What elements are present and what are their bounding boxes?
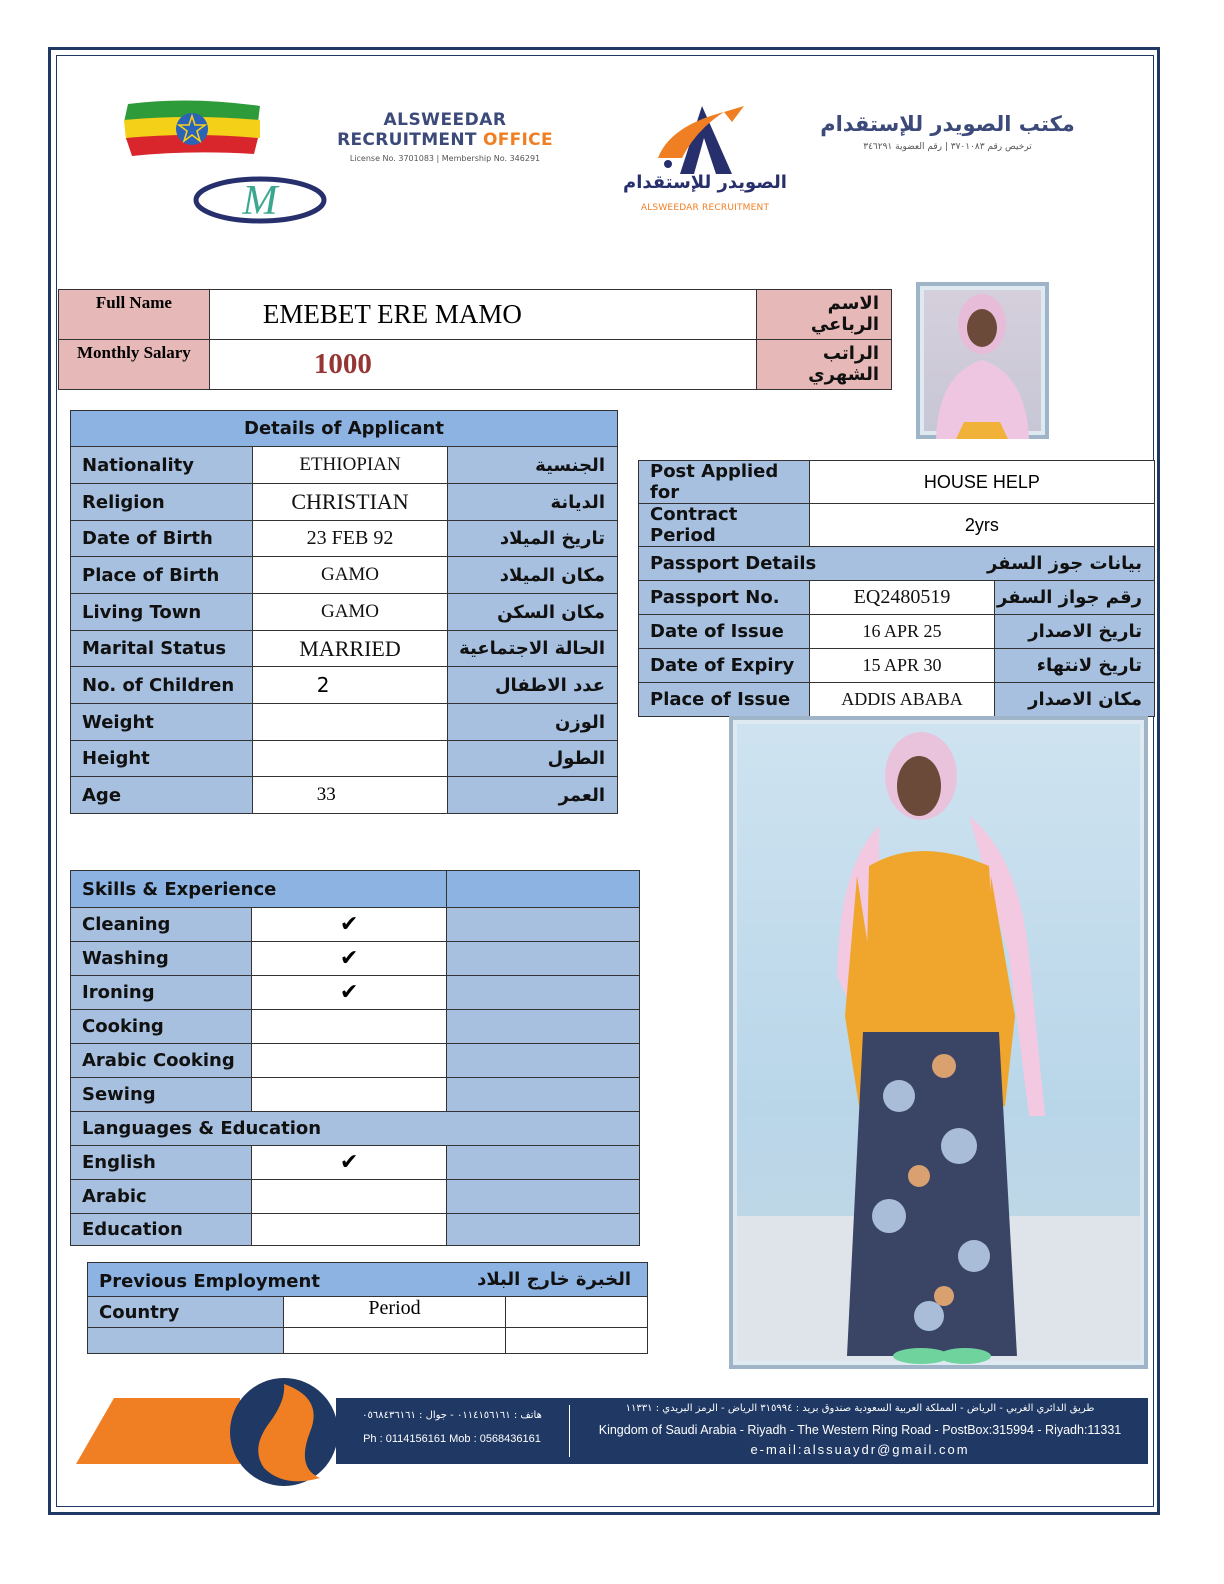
- language-check-icon: [251, 1214, 447, 1246]
- office-name-recruitment: RECRUITMENT: [337, 130, 483, 150]
- details-ar-label: مكان السكن: [448, 594, 618, 631]
- details-label: Age: [71, 777, 253, 814]
- languages-title: Languages & Education: [71, 1112, 640, 1146]
- skill-label: Sewing: [71, 1078, 252, 1112]
- employment-blank-cell: [506, 1297, 648, 1328]
- office-name-ar: [820, 112, 1075, 152]
- skill-blank-cell: [447, 976, 640, 1010]
- details-label: Weight: [71, 704, 253, 741]
- passport-label: Place of Issue: [639, 683, 810, 717]
- passport-ar-label: مكان الاصدار: [995, 683, 1155, 717]
- details-ar-label: الطول: [448, 741, 618, 777]
- skills-title-spacer: [447, 871, 640, 908]
- footer-bar: [336, 1398, 1148, 1464]
- passport-value: ADDIS ABABA: [809, 683, 995, 717]
- skill-blank-cell: [447, 908, 640, 942]
- details-ar-label: تاريخ الميلاد: [448, 521, 618, 557]
- details-ar-label: مكان الميلاد: [448, 557, 618, 594]
- employment-table: [87, 1262, 648, 1354]
- skill-label: Cooking: [71, 1010, 252, 1044]
- employment-ar-title: الخبرة خارج البلاد: [477, 1269, 631, 1290]
- details-value: CHRISTIAN: [252, 484, 448, 521]
- post-applied-value: HOUSE HELP: [809, 461, 1154, 504]
- details-value: 33: [252, 777, 448, 814]
- details-value: GAMO: [252, 594, 448, 631]
- language-label: Education: [71, 1214, 252, 1246]
- passport-details-ar-title: بيانات جوز السفر: [986, 553, 1142, 574]
- name-salary-table: [58, 289, 892, 390]
- skill-label: Washing: [71, 942, 252, 976]
- salary-label: Monthly Salary: [59, 340, 210, 390]
- salary-value: 1000: [209, 340, 756, 390]
- passport-value: 16 APR 25: [809, 615, 995, 649]
- details-ar-label: الوزن: [448, 704, 618, 741]
- details-value: GAMO: [252, 557, 448, 594]
- footer-address-en: Kingdom of Saudi Arabia - Riyadh - The Western Ring Road - PostBox:315994 - Riyadh:11331: [598, 1423, 1122, 1437]
- passport-ar-label: تاريخ لانتهاء: [995, 649, 1155, 683]
- country-label: Country: [88, 1297, 284, 1328]
- m-logo: [190, 170, 330, 228]
- ethiopia-flag-logo: [120, 96, 265, 162]
- m-logo-letter: M: [242, 178, 278, 224]
- footer-phone-ar: هاتف : ٠١١٤١٥٦١٦١ - جوال : ٠٥٦٨٤٣٦١٦١: [362, 1410, 542, 1421]
- logo-en-text: ALSWEEDAR RECRUITMENT: [640, 203, 770, 213]
- footer-address-ar: طريق الدائري الغربي - الرياض - المملكة العربية السعودية صندوق بريد : ٣١٥٩٩٤ الرياض - الرمز البريدي : ١١٣٣١: [625, 1403, 1095, 1414]
- details-value: 2: [252, 667, 448, 704]
- employment-blank-cell: [283, 1328, 506, 1354]
- details-value: 23 FEB 92: [252, 521, 448, 557]
- post-passport-table: [638, 460, 1155, 717]
- skill-check-icon: [251, 1010, 447, 1044]
- contract-period-value: 2yrs: [809, 504, 1154, 547]
- details-label: Marital Status: [71, 631, 253, 667]
- skill-blank-cell: [447, 1010, 640, 1044]
- employment-title: Previous Employment: [99, 1271, 320, 1292]
- details-value: MARRIED: [252, 631, 448, 667]
- details-ar-label: العمر: [448, 777, 618, 814]
- language-blank-cell: [447, 1146, 640, 1180]
- license-ar-text: ترخيص رقم ٣٧٠١٠٨٣ | رقم العضوية ٣٤٦٢٩١: [863, 142, 1032, 152]
- skill-check-icon: ✔: [251, 942, 447, 976]
- skills-table: [70, 870, 640, 1246]
- office-name-ar-title: مكتب الصويدر للإستقدام: [820, 112, 1075, 136]
- details-value: [252, 741, 448, 777]
- skill-check-icon: [251, 1078, 447, 1112]
- footer-email: e-mail:alssuaydr@gmail.com: [750, 1442, 970, 1457]
- full-name-ar-label: الاسم الرباعي: [757, 290, 892, 340]
- skill-check-icon: [251, 1044, 447, 1078]
- full-name-value: EMEBET ERE MAMO: [209, 290, 756, 340]
- skill-check-icon: ✔: [251, 976, 447, 1010]
- details-label: Religion: [71, 484, 253, 521]
- details-label: Height: [71, 741, 253, 777]
- passport-label: Passport No.: [639, 581, 810, 615]
- details-ar-label: الحالة الاجتماعية: [448, 631, 618, 667]
- employment-header: [88, 1263, 648, 1297]
- passport-ar-label: رقم جواز السفر: [995, 581, 1155, 615]
- passport-value: EQ2480519: [809, 581, 995, 615]
- details-ar-label: عدد الاطفال: [448, 667, 618, 704]
- skill-blank-cell: [447, 1078, 640, 1112]
- passport-ar-label: تاريخ الاصدار: [995, 615, 1155, 649]
- applicant-full-photo: [729, 716, 1148, 1369]
- skill-blank-cell: [447, 942, 640, 976]
- details-label: Date of Birth: [71, 521, 253, 557]
- language-check-icon: [251, 1180, 447, 1214]
- a-logo-icon: [640, 98, 770, 178]
- skill-check-icon: ✔: [251, 908, 447, 942]
- details-label: No. of Children: [71, 667, 253, 704]
- logo-ar-text: الصويدر للإستقدام: [623, 172, 787, 193]
- language-check-icon: ✔: [251, 1146, 447, 1180]
- skill-blank-cell: [447, 1044, 640, 1078]
- full-body-figure-icon: [729, 716, 1148, 1369]
- language-blank-cell: [447, 1214, 640, 1246]
- skill-label: Arabic Cooking: [71, 1044, 252, 1078]
- post-applied-label: Post Applied for: [639, 461, 810, 504]
- office-name-line2: [330, 130, 560, 150]
- employment-blank-cell: [88, 1328, 284, 1354]
- skill-label: Ironing: [71, 976, 252, 1010]
- details-ar-label: الديانة: [448, 484, 618, 521]
- applicant-portrait-photo: [916, 282, 1049, 439]
- details-value: [252, 704, 448, 741]
- skill-label: Cleaning: [71, 908, 252, 942]
- language-blank-cell: [447, 1180, 640, 1214]
- details-value: ETHIOPIAN: [252, 447, 448, 484]
- period-label: Period: [283, 1297, 506, 1328]
- passport-details-title: Passport Details: [650, 553, 817, 574]
- full-name-label: Full Name: [59, 290, 210, 340]
- footer-divider: [569, 1405, 570, 1457]
- footer-logo-icon: [74, 1378, 344, 1488]
- portrait-figure-icon: [916, 282, 1049, 439]
- passport-value: 15 APR 30: [809, 649, 995, 683]
- passport-label: Date of Expiry: [639, 649, 810, 683]
- language-label: Arabic: [71, 1180, 252, 1214]
- details-label: Nationality: [71, 447, 253, 484]
- license-text: License No. 3701083 | Membership No. 346291: [349, 154, 541, 163]
- passport-label: Date of Issue: [639, 615, 810, 649]
- footer-phone-en: Ph : 0114156161 Mob : 0568436161: [363, 1433, 541, 1445]
- language-label: English: [71, 1146, 252, 1180]
- details-ar-label: الجنسية: [448, 447, 618, 484]
- details-label: Place of Birth: [71, 557, 253, 594]
- office-name-office: OFFICE: [482, 130, 553, 150]
- details-title: Details of Applicant: [71, 411, 618, 447]
- employment-blank-cell: [506, 1328, 648, 1354]
- office-name-en: [330, 110, 560, 163]
- contract-period-label: Contract Period: [639, 504, 810, 547]
- details-table: [70, 410, 618, 814]
- skills-title: Skills & Experience: [71, 871, 447, 908]
- office-name-line1: ALSWEEDAR: [383, 110, 507, 130]
- passport-details-header: [639, 547, 1155, 581]
- salary-ar-label: الراتب الشهري: [757, 340, 892, 390]
- details-label: Living Town: [71, 594, 253, 631]
